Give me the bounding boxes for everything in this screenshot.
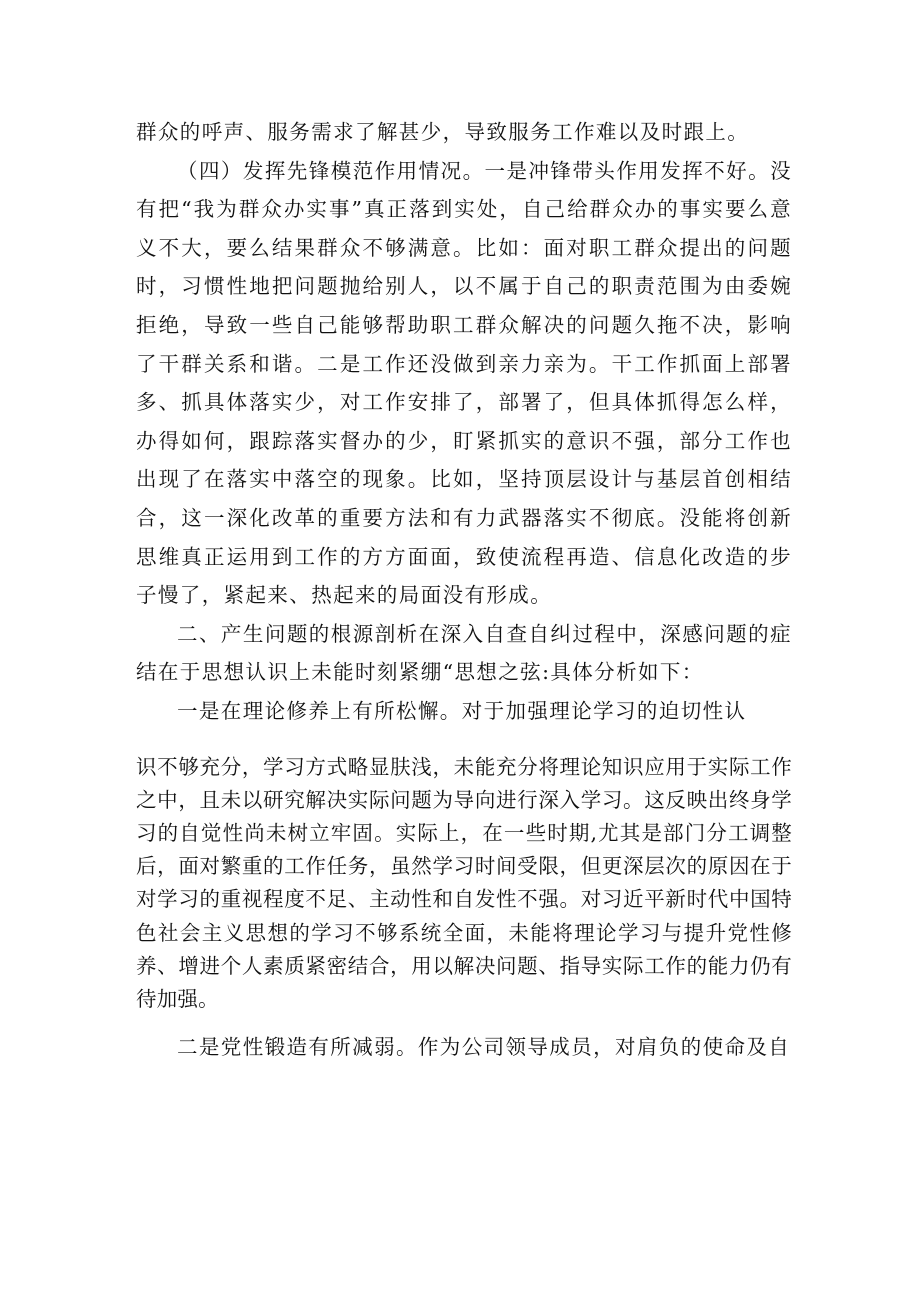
paragraph-continuation: 群众的呼声、服务需求了解甚少，导致服务工作难以及时跟上。 — [136, 120, 750, 144]
paragraph-party-spirit: 二是党性锻造有所减弱。作为公司领导成员，对肩负的使命及自 — [177, 1035, 791, 1060]
paragraph-theory-intro: 一是在理论修养上有所松懈。对于加强理论学习的迫切性认 — [177, 698, 747, 723]
paragraph-theory-body: 识不够充分，学习方式略显肤浅，未能充分将理论知识应用于实际工作之中，且未以研究解决实际问题为导向进行深入学习。这反映出终身学习的自觉性尚未树立牢固。实际上，在一些时期,尤其是部门分工调整后，面对繁重的工作任务，虽然学习时间受限，但更深层次的原因在于对学习的重视程度不足、主动性和自发性不强。对习近平新时代中国特色社会主义思想的学习不够系统全面，未能将理论学习与提升党性修养、增进个人素质紧密结合，用以解决问题、指导实际工作的能力仍有待加强。 — [136, 754, 792, 1011]
document-page — [136, 113, 792, 1067]
paragraph-section-four: （四）发挥先锋模范作用情况。一是冲锋带头作用发挥不好。没有把“我为群众办实事”真正落到实处，自己给群众办的事实要么意义不大，要么结果群众不够满意。比如：面对职工群众提出的问题时，习惯性地把问题抛给别人，以不属于自己的职责范围为由委婉拒绝，导致一些自己能够帮助职工群众解决的问题久拖不决，影响了干群关系和谐。二是工作还没做到亲力亲为。干工作抓面上部署多、抓具体落实少，对工作安排了，部署了，但具体抓得怎么样，办得如何，跟踪落实督办的少，盯紧抓实的意识不强，部分工作也出现了在落实中落空的现象。比如，坚持顶层设计与基层首创相结合，这一深化改革的重要方法和有力武器落实不彻底。没能将创新思维真正运用到工作的方方面面，致使流程再造、信息化改造的步子慢了，紧起来、热起来的局面没有形成。 — [136, 158, 792, 608]
paragraph-root-cause-heading: 二、产生问题的根源剖析在深入自查自纠过程中，深感问题的症结在于思想认识上未能时刻紧绷“思想之弦:具体分析如下： — [136, 621, 792, 685]
